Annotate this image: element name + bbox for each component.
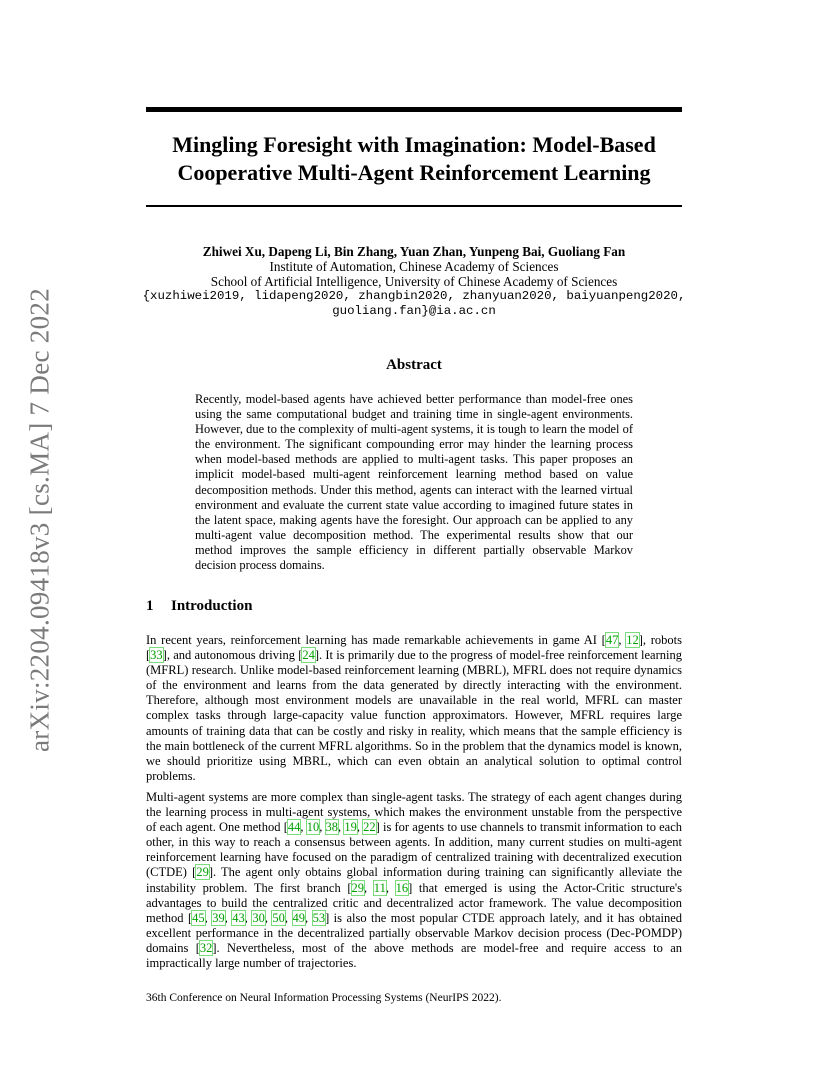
citation-link[interactable]: 11 [373, 880, 386, 895]
citation-link[interactable]: 24 [302, 648, 315, 663]
text-run: ] is also the most popular CTDE approach lately, and it has obtained excellent performance in the decentralized partially observable Markov decision process (Dec-POMDP) domains [ [146, 910, 683, 955]
text-run: ]. Nevertheless, most of the above methods are model-free and require access to an impractically large number of trajectories. [146, 940, 682, 971]
citation-link[interactable]: 49 [292, 910, 305, 925]
text-run: ]. It is primarily due to the progress of model-free reinforcement learning (MFRL) research. Unlike model-based reinforcement learning (MBRL), MFRL does not require dynamics of the environment and learns from the data generated by directly interacting with the environment. Therefore, although most environment models are unavailable in the real world, MFRL can master complex tasks through large-capacity value function approximators. However, MFRL requires large amounts of training data that can be costly and risky in reality, which means that the sample efficiency is the main bottleneck of the current MFRL algorithms. So in the problem that the dynamics model is known, we should prioritize using MBRL, which can even obtain an analytical solution to optimal control problems. [146, 648, 682, 783]
emails-line-1: {xuzhiwei2019, lidapeng2020, zhangbin2020, zhanyuan2020, baiyuanpeng2020, [142, 289, 686, 303]
citation-link[interactable]: 12 [626, 633, 639, 647]
citation-link[interactable]: 29 [351, 880, 365, 895]
emails-line-2: guoliang.fan}@ia.ac.cn [332, 304, 496, 318]
text-run: ] that emerged is using the Actor-Critic structure's advantages to build the centralized critic and decentralized actor framework. The value decomposition method [ [146, 880, 683, 925]
text-run: Multi-agent systems are more complex than single-agent tasks. The strategy of each agent changes during the learning process in multi-agent systems, which makes the environment unstable from the perspective of each agent. One method [ [146, 790, 682, 835]
section-number: 1 [146, 598, 154, 614]
citation-link[interactable]: 22 [363, 820, 376, 835]
citation-link[interactable]: 50 [272, 910, 285, 925]
citation-link[interactable]: 10 [306, 820, 320, 835]
citation-link[interactable]: 43 [232, 910, 245, 925]
abstract-text: Recently, model-based agents have achieved better performance than model-free ones using the same computational budget and training time in single-agent environments. However, due to the complexity of multi-agent systems, it is tough to learn the model of the environment. The significant compounding error may hinder the learning process when model-based methods are applied to multi-agent tasks. This paper proposes an implicit model-based multi-agent reinforcement learning method based on value decomposition methods. Under this method, agents can interact with the learned virtual environment and evaluate the current state value according to imagined future states in the latent space, making agents have the foresight. Our approach can be applied to any multi-agent value decomposition method. The experimental results show that our method improves the sample efficiency in different partially observable Markov decision process domains. [195, 392, 633, 573]
citation-link[interactable]: 32 [199, 940, 213, 955]
text-run: ]. The agent only obtains global information during training can significantly alleviate the instability problem. The first branch [ [146, 865, 683, 895]
text-run: In recent years, reinforcement learning has made remarkable achievements in game AI [ [146, 633, 606, 647]
conference-footer: 36th Conference on Neural Information Processing Systems (NeurIPS 2022). [146, 992, 502, 1004]
author-block [120, 244, 708, 319]
citation-link[interactable]: 29 [196, 865, 209, 880]
intro-paragraph-2: Multi-agent systems are more complex than single-agent tasks. The strategy of each agent changes during the learning process in multi-agent systems, which makes the environment unstable from the perspective of each agent. One method [44, 10, 38, 19, 22] is for agents to use channels to transmit information to each other, in this way to reach a consensus between agents. In addition, many current studies on multi-agent reinforcement learning have focused on the paradigm of centralized training with decentralized execution (CTDE) [29]. The agent only obtains global information during training can significantly alleviate the instability problem. The first branch [29, 11, 16] that emerged is using the Actor-Critic structure's advantages to build the centralized critic and decentralized actor framework. The value decomposition method [45, 39, 43, 30, 50, 49, 53] is also the most popular CTDE approach lately, and it has obtained excellent performance in the decentralized partially observable Markov decision process (Dec-POMDP) domains [32]. Nevertheless, most of the above methods are model-free and require access to an impractically large number of trajectories. [146, 790, 683, 971]
citation-link[interactable]: 38 [325, 820, 338, 835]
citation-link[interactable]: 16 [395, 880, 409, 895]
citation-link[interactable]: 45 [192, 910, 205, 925]
citation-link[interactable]: 30 [252, 910, 265, 925]
citation-link[interactable]: 47 [605, 633, 619, 647]
affiliation-2: School of Artificial Intelligence, University of Chinese Academy of Sciences [210, 274, 618, 289]
citation-link[interactable]: 53 [312, 910, 326, 925]
arxiv-stamp-text: arXiv:2204.09418v3 [cs.MA] 7 Dec 2022 [24, 287, 55, 753]
section-heading [146, 598, 252, 615]
title-bottom-rule [146, 205, 682, 207]
title-top-rule [146, 107, 682, 112]
text-run: ] is for agents to use channels to transmit information to each other, in this way to reach a consensus between agents. In addition, many current studies on multi-agent reinforcement learning have focused on the paradigm of centralized training with decentralized execution (CTDE) [ [146, 820, 683, 880]
citation-link[interactable]: 19 [344, 820, 357, 835]
abstract-heading: Abstract [386, 357, 442, 373]
title-line-2: Cooperative Multi-Agent Reinforcement Learning [177, 160, 651, 185]
section-title: Introduction [171, 598, 253, 614]
author-list: Zhiwei Xu, Dapeng Li, Bin Zhang, Yuan Zhan, Yunpeng Bai, Guoliang Fan [202, 244, 626, 259]
paper-title [120, 131, 708, 187]
intro-paragraph-1: In recent years, reinforcement learning has made remarkable achievements in game AI [47, 12], robots [33], and autonomous driving [24]. It is primarily due to the progress of model-free reinforcement learning (MFRL) research. Unlike model-based reinforcement learning (MBRL), MFRL does not require dynamics of the environment and learns from the data generated by directly interacting with the environment. Therefore, although most environment models are unavailable in the real world, MFRL can master complex tasks through large-capacity value function approximators. However, MFRL requires large amounts of training data that can be costly and risky in reality, which means that the sample efficiency is the main bottleneck of the current MFRL algorithms. So in the problem that the dynamics model is known, we should prioritize using MBRL, which can even obtain an analytical solution to optimal control problems. [146, 633, 682, 783]
citation-link[interactable]: 44 [287, 820, 301, 835]
text-run: ], robots [ [146, 633, 682, 663]
citation-link[interactable]: 39 [212, 910, 225, 925]
title-line-1: Mingling Foresight with Imagination: Model-Based [172, 132, 656, 157]
citation-link[interactable]: 33 [150, 648, 163, 663]
affiliation-1: Institute of Automation, Chinese Academy of Sciences [269, 259, 559, 274]
text-run: ], and autonomous driving [ [162, 648, 303, 663]
